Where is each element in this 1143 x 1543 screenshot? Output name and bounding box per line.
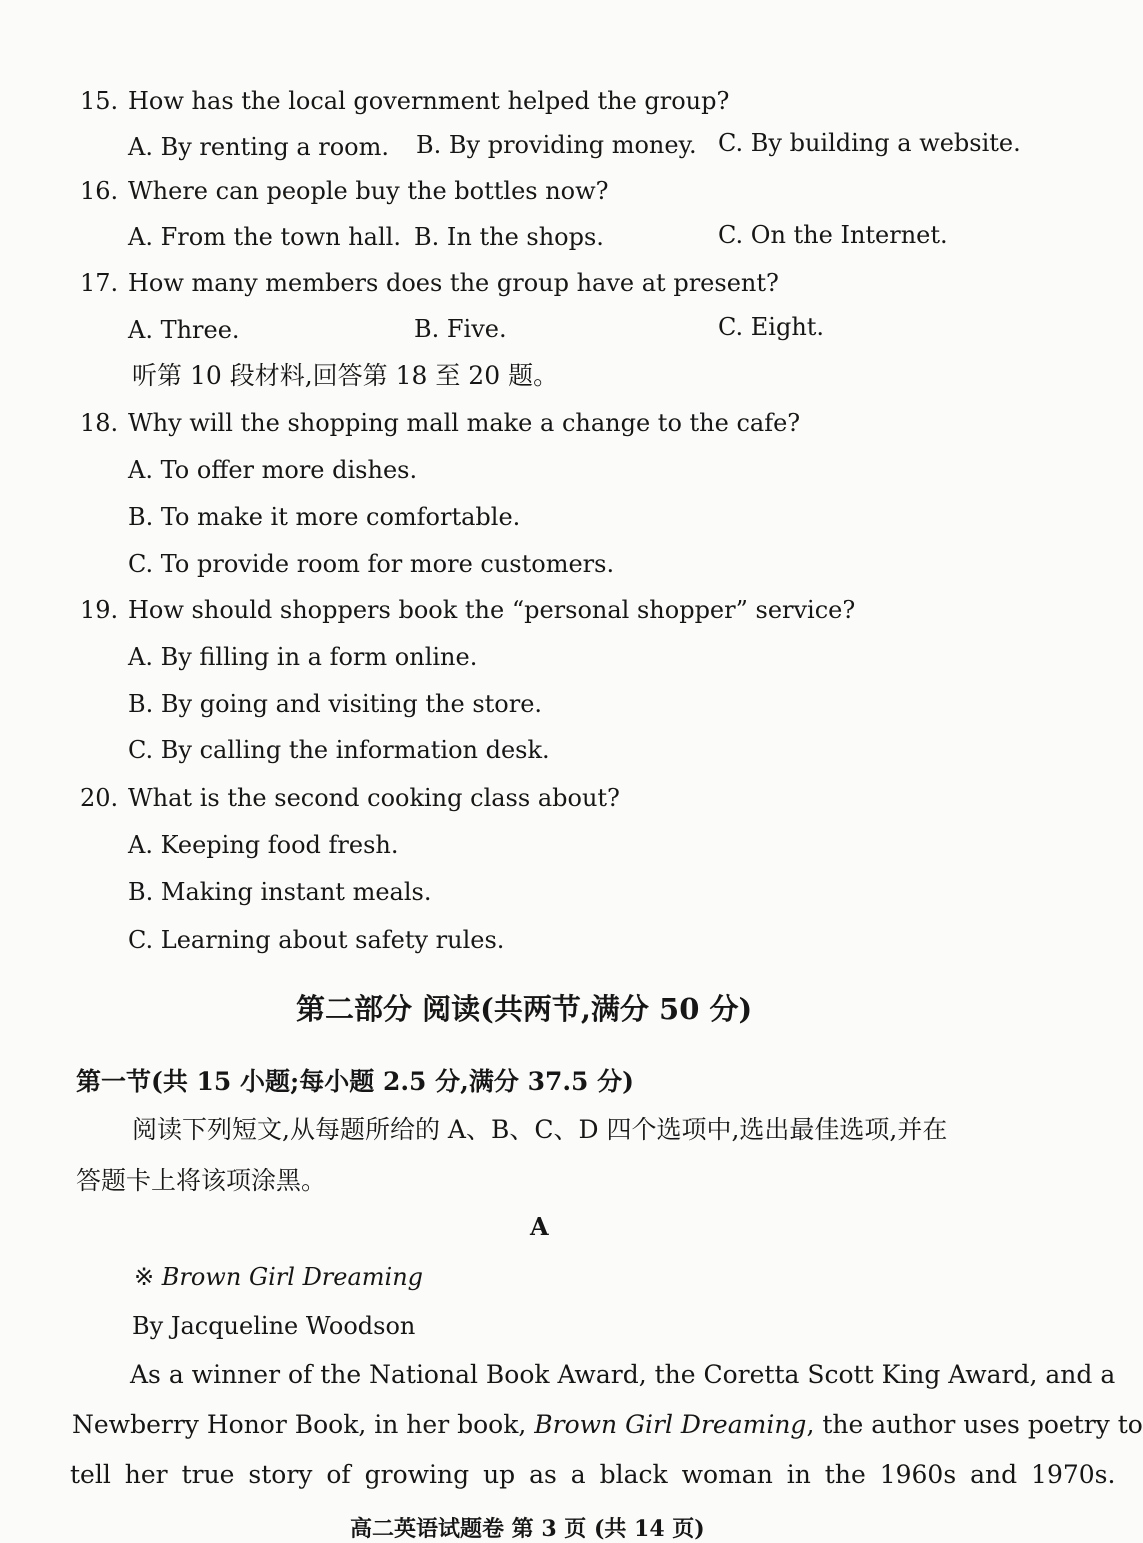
question-text: How many members does the group have at present? <box>128 269 779 297</box>
question-text: Why will the shopping mall make a change to the cafe? <box>128 409 801 437</box>
question-text: Where can people buy the bottles now? <box>128 177 609 205</box>
option-a: A. Three. <box>128 316 240 344</box>
question-18 <box>80 408 800 438</box>
option-a: A. By renting a room. <box>128 133 390 161</box>
passage-text: Newberry Honor Book, in her book, <box>72 1410 535 1439</box>
book-title-inline: Brown Girl Dreaming <box>534 1410 807 1439</box>
question-16 <box>80 176 609 206</box>
option-b: B. By providing money. <box>416 131 697 159</box>
book-author: By Jacqueline Woodson <box>132 1312 416 1340</box>
section-instruction-line1: 阅读下列短文,从每题所给的 A、B、C、D 四个选项中,选出最佳选项,并在 <box>132 1115 948 1144</box>
question-number: 17. <box>80 269 119 297</box>
option-c: C. To provide room for more customers. <box>128 550 615 578</box>
question-number: 15. <box>80 87 119 115</box>
question-17 <box>80 268 779 298</box>
option-b: B. By going and visiting the store. <box>128 690 543 718</box>
option-c: C. Learning about safety rules. <box>128 926 505 954</box>
option-a: A. From the town hall. <box>128 223 401 251</box>
section-title: 第一节(共 15 小题;每小题 2.5 分,满分 37.5 分) <box>76 1067 634 1096</box>
passage-line-3: tell her true story of growing up as a black woman in the 1960s and 1970s. <box>70 1460 1116 1489</box>
question-19 <box>80 595 855 625</box>
reference-mark-icon: ※ <box>134 1263 155 1291</box>
question-text: How should shoppers book the “personal shopper” service? <box>128 596 856 624</box>
option-a: A. By filling in a form online. <box>128 643 478 671</box>
option-b: B. To make it more comfortable. <box>128 503 521 531</box>
option-c: C. By building a website. <box>718 129 1021 157</box>
passage-line-2 <box>72 1410 1143 1440</box>
passage-label: A <box>530 1212 549 1241</box>
book-heading <box>134 1262 423 1292</box>
option-c: C. Eight. <box>718 313 825 341</box>
option-a: A. To offer more dishes. <box>128 456 418 484</box>
question-number: 20. <box>80 784 119 812</box>
question-text: How has the local government helped the group? <box>128 87 730 115</box>
option-b: B. Making instant meals. <box>128 878 432 906</box>
page-footer: 高二英语试题卷 第 3 页 (共 14 页) <box>350 1516 705 1542</box>
section-instruction-line2: 答题卡上将该项涂黑。 <box>76 1166 327 1195</box>
book-title: Brown Girl Dreaming <box>161 1263 424 1291</box>
passage-line-1: As a winner of the National Book Award, the Coretta Scott King Award, and a <box>130 1360 1116 1389</box>
option-a: A. Keeping food fresh. <box>128 831 399 859</box>
question-number: 16. <box>80 177 119 205</box>
option-b: B. In the shops. <box>414 223 604 251</box>
question-text: What is the second cooking class about? <box>128 784 620 812</box>
question-20 <box>80 783 620 813</box>
listening-instruction: 听第 10 段材料,回答第 18 至 20 题。 <box>132 361 559 390</box>
question-number: 18. <box>80 409 119 437</box>
option-b: B. Five. <box>414 315 507 343</box>
question-15 <box>80 86 729 116</box>
question-number: 19. <box>80 596 119 624</box>
part-title: 第二部分 阅读(共两节,满分 50 分) <box>296 992 753 1026</box>
option-c: C. By calling the information desk. <box>128 736 550 764</box>
passage-text: , the author uses poetry to <box>806 1410 1143 1439</box>
option-c: C. On the Internet. <box>718 221 948 249</box>
